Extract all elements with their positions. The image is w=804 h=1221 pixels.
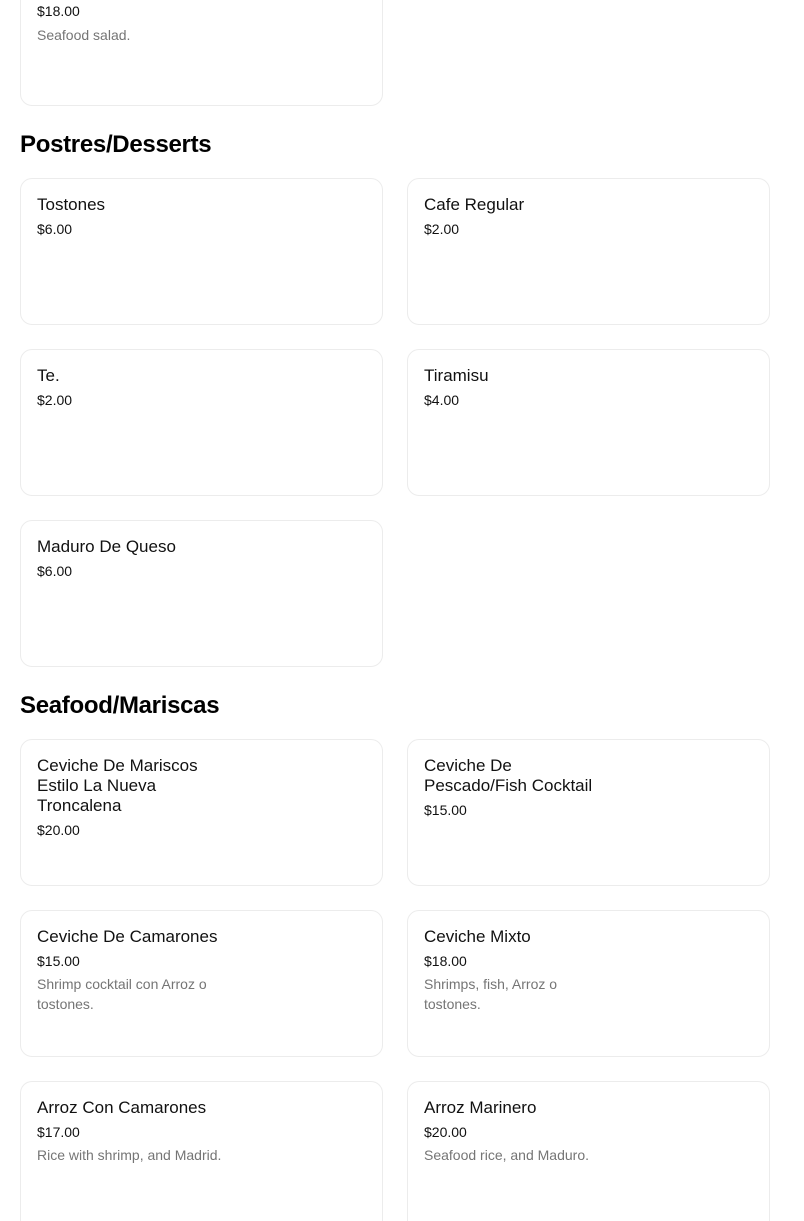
item-name: Tiramisu [424,366,489,385]
menu-item-card[interactable] [20,349,383,496]
item-name: Arroz Con Camarones [37,1098,207,1117]
section-title-seafood: Seafood/Mariscas [20,692,220,719]
menu-item-card[interactable] [407,739,770,886]
item-price: $2.00 [424,221,460,237]
menu-item-card[interactable] [20,910,383,1057]
menu-item-card[interactable] [20,178,383,325]
item-price: $6.00 [37,563,73,579]
item-name: Arroz Marinero [424,1098,537,1117]
menu-item-card[interactable] [407,910,770,1057]
item-price: $18.00 [37,3,80,19]
item-description: Rice with shrimp, and Madrid. [37,1147,222,1163]
menu-item-card[interactable] [20,0,383,106]
item-price: $6.00 [37,221,73,237]
item-description: Seafood salad. [37,27,131,43]
menu-item-card[interactable] [407,178,770,325]
menu-item-card[interactable] [407,1081,770,1221]
item-price: $20.00 [37,822,80,838]
item-price: $2.00 [37,392,73,408]
item-price: $15.00 [424,802,467,818]
item-name: Ceviche De Pescado/Fish Cocktail [424,756,593,795]
menu-item-card[interactable] [407,349,770,496]
item-description: Shrimps, fish, Arroz o tostones. [424,976,558,1012]
menu-item-card[interactable] [20,739,383,886]
item-name: Te. [37,366,60,385]
item-name: Cafe Regular [424,195,525,214]
section-title-desserts: Postres/Desserts [20,131,212,158]
item-name: Ceviche De Camarones [37,927,218,946]
item-name: Maduro De Queso [37,537,176,556]
item-description: Seafood rice, and Maduro. [424,1147,589,1163]
item-price: $15.00 [37,953,80,969]
item-price: $18.00 [424,953,467,969]
item-description: Shrimp cocktail con Arroz o tostones. [37,976,207,1012]
menu-item-card[interactable] [20,1081,383,1221]
item-price: $4.00 [424,392,460,408]
menu-item-card[interactable] [20,520,383,667]
item-price: $17.00 [37,1124,80,1140]
item-name: Ceviche Mixto [424,927,531,946]
item-name: Ceviche De Mariscos Estilo La Nueva Troncalena [37,756,198,815]
item-price: $20.00 [424,1124,467,1140]
item-name: Tostones [37,195,106,214]
